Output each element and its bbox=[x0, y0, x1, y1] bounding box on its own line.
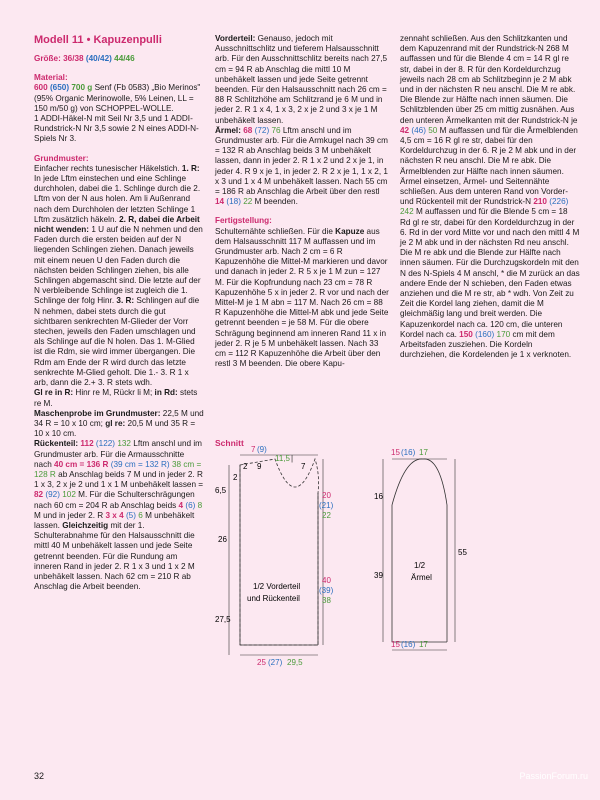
rueckenteil-text: Rückenteil: 112 (122) 132 Lftm anschl und im Grundmuster arb. Für die Armausschnitte nach 40 cm = 136 R (39 cm = 132 R) 38 cm = 128 R ab Anschlag beids 7 M und in jeder 2. R 1 x 3, 2 x je 2 und 1 x 1 M unbehäkelt lassen = 82 (92) 102 M. Für die Schulterschrägungen nach 60 cm = 204 R ab Anschlag beids 4 (6) 8 M und in jeder 2. R 3 x 4 (5) 6 M unbehäkelt lassen. Gleichzeitig mit der 1. Schulterabnahme für den Halsausschnitt die mittl 40 M unbehäkelt lassen und jede Seite getrennt beenden. Für die Rundung am inneren Rand in jeder 2. R 1 x 3 und 1 x 2 M unbehäkelt lassen. Nach 62 cm = 210 R ab Anschlag die Arbeit beenden. bbox=[34, 439, 204, 592]
schnitt-heading: Schnitt bbox=[215, 438, 244, 448]
svg-text:22: 22 bbox=[322, 511, 331, 520]
grundmuster-heading: Grundmuster: bbox=[34, 153, 89, 163]
svg-text:(27): (27) bbox=[268, 658, 283, 667]
svg-text:(16): (16) bbox=[401, 640, 416, 649]
sizes-line: Größe: 36/38 (40/42) 44/46 bbox=[34, 54, 135, 63]
svg-text:17: 17 bbox=[419, 640, 428, 649]
fertigstellung-heading: Fertigstellung: bbox=[215, 216, 272, 226]
column-3 bbox=[400, 34, 580, 361]
body-height-dim-6-5: 6,5 bbox=[215, 486, 227, 495]
body-width-dim-a: 25 bbox=[257, 658, 266, 667]
sleeve-bottom-dim-a: 15 bbox=[391, 640, 400, 649]
svg-text:38: 38 bbox=[322, 596, 331, 605]
body-shoulder-dim-left: 2 bbox=[243, 462, 248, 471]
sleeve-length-dim: 39 bbox=[374, 571, 383, 580]
page-number: 32 bbox=[34, 771, 45, 781]
sleeve-label-2: Ärmel bbox=[411, 573, 432, 582]
svg-text:|: | bbox=[291, 454, 294, 463]
sleeve-cap-height: 16 bbox=[374, 492, 383, 501]
body-piece-label-1: 1/2 Vorderteil bbox=[253, 582, 301, 591]
maschenprobe-text: Maschenprobe im Grundmuster: 22,5 M und 34 R = 10 x 10 cm; gl re: 20,5 M und 35 R = 10 x 10 cm. bbox=[34, 408, 204, 439]
material-text: 600 (650) 700 g Senf (Fb 0583) „Bio Merinos" (95% Organic Merinowolle, 5% Leinen, LL = 150 m/50 g) von SCHOPPEL-WOLLE. bbox=[34, 83, 201, 113]
body-top-dim-c: 11,5 bbox=[275, 454, 290, 463]
glre-text: Gl re in R: Hinr re M, Rückr li M; in Rd: stets re M. bbox=[34, 388, 198, 408]
aermel-text: Ärmel: 68 (72) 76 Lftm anschl und im Grundmuster arb. Für die Armkugel nach 39 cm = 132 R ab Anschlag beids 3 M unbehäkelt lassen, dann in jeder 2. R 1 x 2 und 2 x je 1, in jeder 4. R 9 x je 1, in jeder 2. R 2 x je 1, 1 x 2, 1 x 3 und 1 x 4 M unbehäkelt lassen. Nach 55 cm = 186 R ab Anschlag die Arbeit über den restl 14 (18) 22 M beenden. bbox=[215, 125, 388, 207]
fertigstellung-text: Schulternähte schließen. Für die Kapuze aus dem Halsausschnitt 117 M auffassen und im Grundmuster arb. Nach 2 cm = 6 R Kapuzenhöhe die Mittel-M markieren und davor und danach in jeder 2. R 5 x je 1 M zun = 127 M. Für die Kopfrundung nach 23 cm = 78 R Kapuzenhöhe 5 x in jeder 2. R vor und nach der Mittel-M je 1 M abn = 117 M. Nach 26 cm = 88 R Kapuzenhöhe die Mittel-M abk und jede Seite getrennt beenden = je 58 M. Für die obere Schrägung beginnend am inneren Rand 11 x in jeder 2. R je 5 M unbehäkelt lassen. Nach 33 cm = 112 R Kapuzenhöhe die Arbeit über den restl 3 M beenden. Die obere Kapu- bbox=[215, 226, 389, 369]
svg-text:(39): (39) bbox=[319, 586, 334, 595]
fertigstellung-continued-text: zennaht schließen. Aus den Schlitzkanten und dem Kapuzenrand mit der Rundstrick-N 268 M auffassen und für die Blende 4 cm = 14 R gl re str, dabei in der 8. R für den Kordeldurchzug jeweils nach 28 cm ab Schlitzbeginn je 2 M abk und in der nächsten R neu anschl. Die M re abk. Die Blende zur Hälfte nach innen säumen. Die Schlitzblenden über 25 cm mittig zusnähen. Aus den unteren Ärmelkanten mit der Rundstrick-N je 42 (46) 50 M auffassen und für die Ärmelblenden 4,5 cm = 16 R gl re str, dabei für den Kordeldurchzug in der 6. R je 2 M abk und in der nächsten R neu anschl. Die M re abk. Die Ärmelblenden zur Hälfte nach innen säumen. Ärmel einsetzen, Ärmel- und Seitennähte schließen. Aus dem unteren Rand von Vorder- und Rückenteil mit der Rundstrick-N 210 (226) 242 M auffassen und für die Blende 5 cm = 18 Rd gl re str, dabei für den Kordeldurchzug in der 6. Rd in der vord Mitte vor und nach den mittl 4 M je 2 M abk und in der nächsten Rd neu anschl. Die M re abk und die Blende zur Hälfte nach innen säumen. Für die Durchzugskordeln mit den N des N-Spiels 4 M anschl, * die M zurück an das andere Ende der N schieben, den Faden etwas anziehen und die M re str, ab * wdh. Von Zeit zu Zeit die Kordel lang ziehen, damit die M gleichmäßig lang und breit werden. Die Kapuzenkordel nach ca. 120 cm, die unteren Kordel nach ca. 150 (160) 170 cm mit dem Arbeitsfaden zusziehen. Die Kordeln durchziehen, die Kordelenden je 1 x verknoten. bbox=[400, 34, 580, 360]
body-side-dim-a: 40 bbox=[322, 576, 331, 585]
svg-text:29,5: 29,5 bbox=[287, 658, 303, 667]
pattern-schematic bbox=[215, 445, 590, 670]
body-top-dim-b: (9) bbox=[257, 445, 267, 454]
svg-text:(16): (16) bbox=[401, 448, 416, 457]
sleeve-top-dim-a: 15 bbox=[391, 448, 400, 457]
svg-text:17: 17 bbox=[419, 448, 428, 457]
vorderteil-text: Vorderteil: Genauso, jedoch mit Ausschnittschlitz und tieferem Halsausschnitt arb. Für den Ausschnittschlitz bereits nach 27,5 cm = 94 R ab Anschlag die mittl 10 M unbehäkelt lassen und jede Seite getrennt beenden. Für den Halsausschnitt nach 26 cm = 88 R Schlitzhöhe am Schlitzrand je 6 M und in jeder 2. R 1 x 4, 1 x 3, 2 x je 2 und 3 x je 1 M unbehäkelt lassen. bbox=[215, 34, 388, 125]
model-title: Modell 11 • Kapuzenpulli bbox=[34, 34, 162, 46]
tools-text: 1 ADDI-Häkel-N mit Seil Nr 3,5 und 1 ADDI-Rundstrick-N Nr 3,5 sowie 2 N eines ADDI-N-Spiels Nr 3. bbox=[34, 114, 199, 144]
body-height-dim-27-5: 27,5 bbox=[215, 615, 231, 624]
body-shoulder-dim-right: 7 bbox=[301, 462, 306, 471]
body-top-dim-a: 7 bbox=[251, 445, 256, 454]
body-armhole-dim-a: 20 bbox=[322, 491, 331, 500]
body-height-dim-26: 26 bbox=[218, 535, 227, 544]
body-piece bbox=[229, 455, 323, 655]
svg-text:(21): (21) bbox=[319, 501, 334, 510]
svg-text:9: 9 bbox=[257, 462, 262, 471]
sleeve-piece bbox=[383, 459, 455, 650]
grundmuster-text: Einfacher rechts tunesischer Häkelstich. 1. R: In jede Lftm einstechen und eine Schlinge durchholen, dabei die 1. Schlinge durch die 2. Lftm von der N aus holen. Am li Außenrand nach dem Durchholen der letzten Schlinge 1 Lftm zusätzlich häkeln. 2. R, dabei die Arbeit nicht wenden: 1 U auf die N nehmen und den Faden durch die ersten beiden auf der N liegenden Schlingen ziehen. Danach jeweils mit einem neuen U den Faden durch die nächsten beiden Schlingen ziehen, bis alle Schlingen abgemascht sind. Die letzte auf der N verbleibende Schlinge ist zugleich die 1. Schlinge der folg Hinr. 3. R: Schlingen auf die N nehmen, dabei stets durch die gut sichtbaren senkrechten M-Glieder der Vorr stechen, jeweils den Faden umschlagen und als Schlinge auf die N holen. Das 1. M-Glied ist die Rdm, sie wird immer übergangen. Die Rdm am Ende der R wird durch das letzte senkrechte M-Glied geholt. Die 1.- 3. R 1 x arb, dann die 2.+ 3. R stets wdh. bbox=[34, 163, 203, 388]
sleeve-total-height: 55 bbox=[458, 548, 467, 557]
sleeve-label-1: 1/2 bbox=[414, 561, 426, 570]
column-2 bbox=[215, 34, 390, 370]
sizes-label: Größe: bbox=[34, 54, 61, 63]
material-heading: Material: bbox=[34, 73, 68, 83]
column-1 bbox=[34, 34, 204, 592]
body-piece-label-2: und Rückenteil bbox=[247, 594, 300, 603]
watermark: PassionForum.ru bbox=[519, 771, 588, 781]
svg-text:2: 2 bbox=[233, 473, 238, 482]
